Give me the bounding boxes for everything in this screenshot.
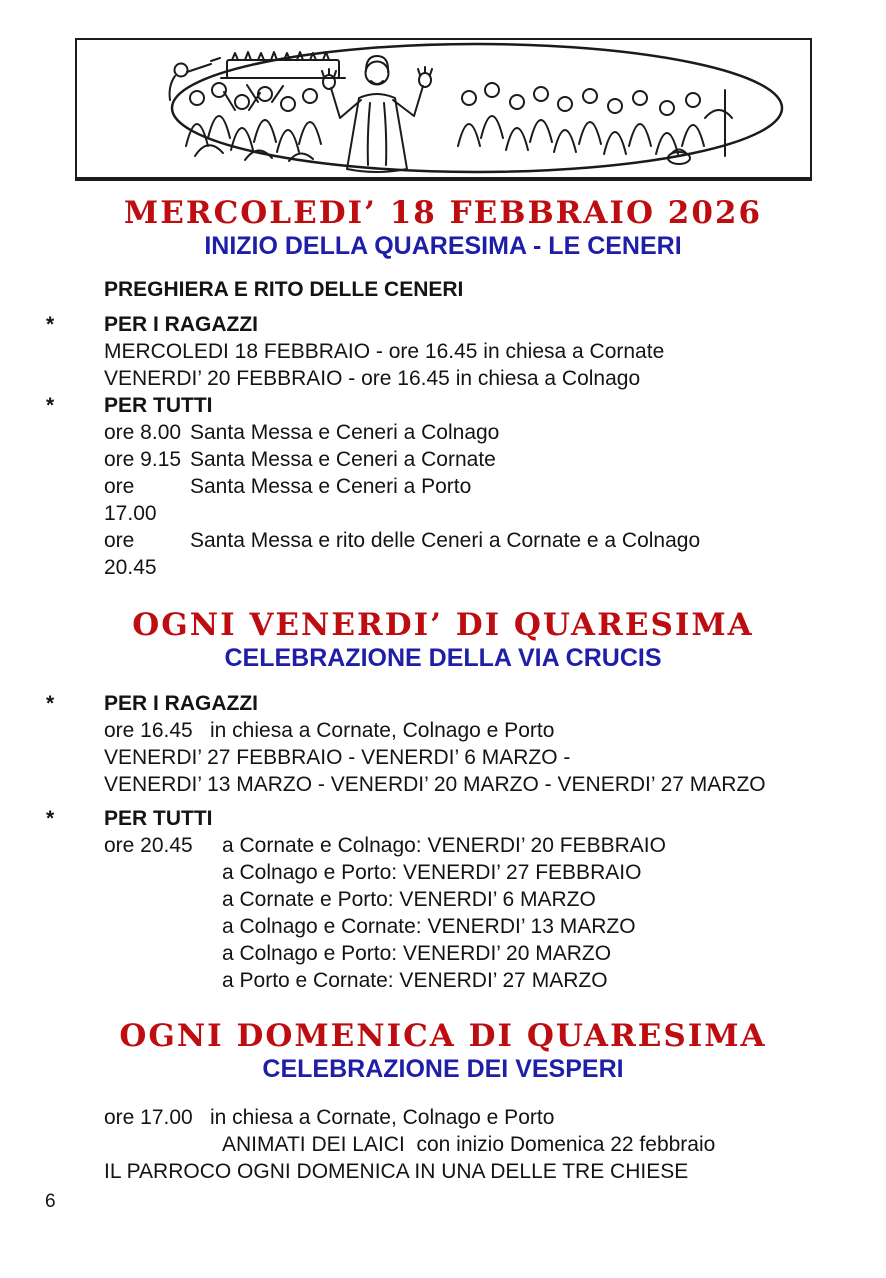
crowd-right: [458, 83, 732, 164]
schedule-line: a Porto e Cornate: VENERDI’ 27 MARZO: [222, 969, 608, 992]
schedule-line: VENERDI’ 20 FEBBRAIO - ore 16.45 in chiesa a Colnago: [104, 367, 641, 390]
section1-intro: PREGHIERA E RITO DELLE CENERI: [104, 278, 464, 301]
schedule-text: Santa Messa e Ceneri a Cornate: [190, 448, 496, 471]
schedule-time: ore 17.00: [104, 475, 157, 525]
tutti-label: PER TUTTI: [104, 807, 213, 830]
tutti-label: PER TUTTI: [104, 394, 213, 417]
schedule-time: ore 17.00: [104, 1106, 193, 1129]
schedule-time: ore 20.45: [104, 834, 193, 857]
schedule-line: VENERDI’ 27 FEBBRAIO - VENERDI’ 6 MARZO -: [104, 746, 571, 769]
schedule-time: ore 9.15: [104, 448, 182, 471]
schedule-text: Santa Messa e rito delle Ceneri a Cornate e a Colnago: [190, 529, 701, 552]
section1-red-title: MERCOLEDI’ 18 FEBBRAIO 2026: [123, 195, 763, 231]
schedule-text: in chiesa a Cornate, Colnago e Porto: [210, 1106, 555, 1129]
schedule-line: a Colnago e Porto: VENERDI’ 20 MARZO: [222, 942, 612, 965]
section1-ragazzi-heading: [46, 311, 846, 338]
oval-border: [172, 44, 782, 172]
section3-blue-title: CELEBRAZIONE DEI VESPERI: [262, 1055, 624, 1083]
page-number: 6: [45, 1191, 56, 1212]
schedule-row: [104, 717, 846, 744]
header-image-frame: [75, 38, 812, 181]
ragazzi-label: PER I RAGAZZI: [104, 692, 259, 715]
schedule-row: [104, 1104, 846, 1131]
schedule-row: [104, 527, 846, 581]
schedule-row: [104, 473, 846, 527]
section2-ragazzi-heading: [46, 690, 846, 717]
schedule-text: Santa Messa e Ceneri a Porto: [190, 475, 472, 498]
schedule-time: ore 20.45: [104, 529, 157, 579]
jesus-blessing-crowd-illustration: [77, 40, 810, 177]
schedule-time: ore 8.00: [104, 421, 182, 444]
schedule-text: Santa Messa e Ceneri a Colnago: [190, 421, 500, 444]
asterisk-marker: *: [46, 313, 55, 336]
crowd-left: [186, 83, 321, 161]
altar-with-flames: [221, 52, 345, 78]
section2-blue-title: CELEBRAZIONE DELLA VIA CRUCIS: [224, 644, 662, 672]
ragazzi-label: PER I RAGAZZI: [104, 313, 259, 336]
schedule-text: a Cornate e Colnago: VENERDI’ 20 FEBBRAIO: [222, 834, 666, 857]
schedule-text: in chiesa a Cornate, Colnago e Porto: [210, 719, 555, 742]
schedule-line: VENERDI’ 13 MARZO - VENERDI’ 20 MARZO - VENERDI’ 27 MARZO: [104, 773, 766, 796]
section1-blue-title: INIZIO DELLA QUARESIMA - LE CENERI: [204, 232, 682, 260]
asterisk-marker: *: [46, 394, 55, 417]
section2-content: [46, 690, 846, 994]
section3-red-title: OGNI DOMENICA DI QUARESIMA: [119, 1018, 767, 1054]
schedule-row: [104, 419, 846, 446]
schedule-row: [104, 832, 846, 859]
schedule-line: IL PARROCO OGNI DOMENICA IN UNA DELLE TRE CHIESE: [104, 1160, 689, 1183]
section1-content: [46, 276, 846, 581]
bulletin-page: [0, 38, 886, 1212]
section3-content: [104, 1104, 846, 1185]
asterisk-marker: *: [46, 807, 55, 830]
section2-tutti-heading: [46, 805, 846, 832]
schedule-time: ore 16.45: [104, 719, 193, 742]
schedule-line: a Colnago e Porto: VENERDI’ 27 FEBBRAIO: [222, 861, 642, 884]
schedule-line: a Colnago e Cornate: VENERDI’ 13 MARZO: [222, 915, 636, 938]
asterisk-marker: *: [46, 692, 55, 715]
schedule-row: [104, 446, 846, 473]
schedule-line: ANIMATI DEI LAICI con inizio Domenica 22 febbraio: [222, 1133, 716, 1156]
section1-tutti-heading: [46, 392, 846, 419]
schedule-line: a Cornate e Porto: VENERDI’ 6 MARZO: [222, 888, 596, 911]
schedule-line: MERCOLEDI 18 FEBBRAIO - ore 16.45 in chiesa a Cornate: [104, 340, 665, 363]
section2-red-title: OGNI VENERDI’ DI QUARESIMA: [132, 607, 754, 643]
